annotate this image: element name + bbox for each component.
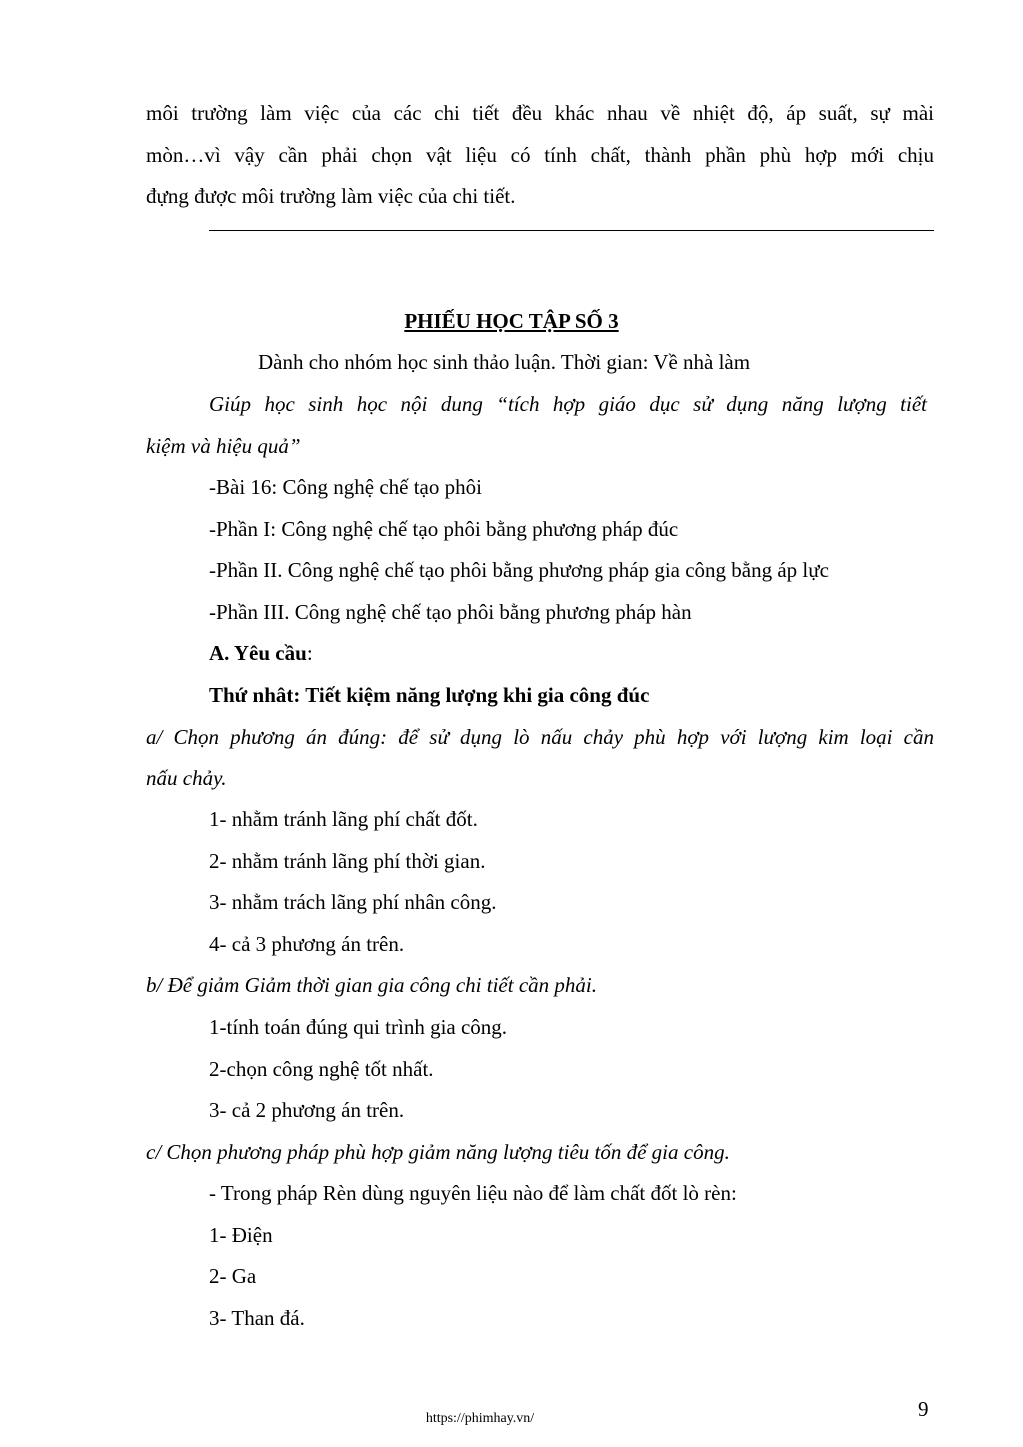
answer-option: 4- cả 3 phương án trên. (209, 932, 405, 956)
question-text: b/ Để giảm Giảm thời gian gia công chi tiết cần phải. (146, 973, 597, 997)
answer-option: 1- nhằm tránh lãng phí chất đốt. (209, 807, 478, 831)
goal-line: Giúp học sinh học nội dung “tích hợp giáo dục sử dụng năng lượng tiết (209, 392, 927, 416)
lesson-item: -Bài 16: Công nghệ chế tạo phôi (209, 475, 482, 499)
answer-option: 2-chọn công nghệ tốt nhất. (209, 1057, 434, 1081)
answer-option: 2- nhằm tránh lãng phí thời gian. (209, 849, 486, 873)
intro-line: môi trường làm việc của các chi tiết đều khác nhau về nhiệt độ, áp suất, sự mài (146, 101, 934, 125)
question-text: c/ Chọn phương pháp phù hợp giảm năng lượng tiêu tốn để gia công. (146, 1140, 730, 1164)
worksheet-title: PHIẾU HỌC TẬP SỐ 3 (404, 309, 619, 333)
answer-option: 1- Điện (209, 1223, 273, 1247)
requirements-heading-colon: : (306, 641, 313, 665)
answer-option: 3- nhằm trách lãng phí nhân công. (209, 890, 497, 914)
answer-option: 3- Than đá. (209, 1306, 305, 1330)
intro-line: mòn…vì vậy cần phải chọn vật liệu có tính chất, thành phần phù hợp mới chịu (146, 143, 934, 167)
lesson-item: -Phần II. Công nghệ chế tạo phôi bằng phương pháp gia công bằng áp lực (209, 558, 829, 582)
intro-line: đựng được môi trường làm việc của chi tiết. (146, 184, 516, 208)
answer-option: 1-tính toán đúng qui trình gia công. (209, 1015, 508, 1039)
answer-option: 2- Ga (209, 1264, 257, 1288)
lesson-item: -Phần III. Công nghệ chế tạo phôi bằng phương pháp hàn (209, 600, 692, 624)
requirements-heading (209, 640, 313, 666)
section-divider (209, 230, 934, 231)
sub-question-text: - Trong pháp Rèn dùng nguyên liệu nào để làm chất đốt lò rèn: (209, 1181, 737, 1205)
first-section-heading: Thứ nhât: Tiết kiệm năng lượng khi gia công đúc (209, 683, 650, 707)
question-text: a/ Chọn phương án đúng: để sử dụng lò nấu chảy phù hợp với lượng kim loại cần (146, 725, 934, 749)
answer-option: 3- cả 2 phương án trên. (209, 1098, 405, 1122)
page-number: 9 (918, 1397, 929, 1421)
worksheet-subtitle: Dành cho nhóm học sinh thảo luận. Thời gian: Về nhà làm (258, 350, 751, 374)
goal-line: kiệm và hiệu quả” (146, 434, 301, 458)
footer-url[interactable]: https://phimhay.vn/ (425, 1411, 535, 1426)
requirements-heading-text: A. Yêu cầu (209, 641, 307, 665)
lesson-item: -Phần I: Công nghệ chế tạo phôi bằng phương pháp đúc (209, 517, 679, 541)
question-text: nấu chảy. (146, 766, 227, 790)
